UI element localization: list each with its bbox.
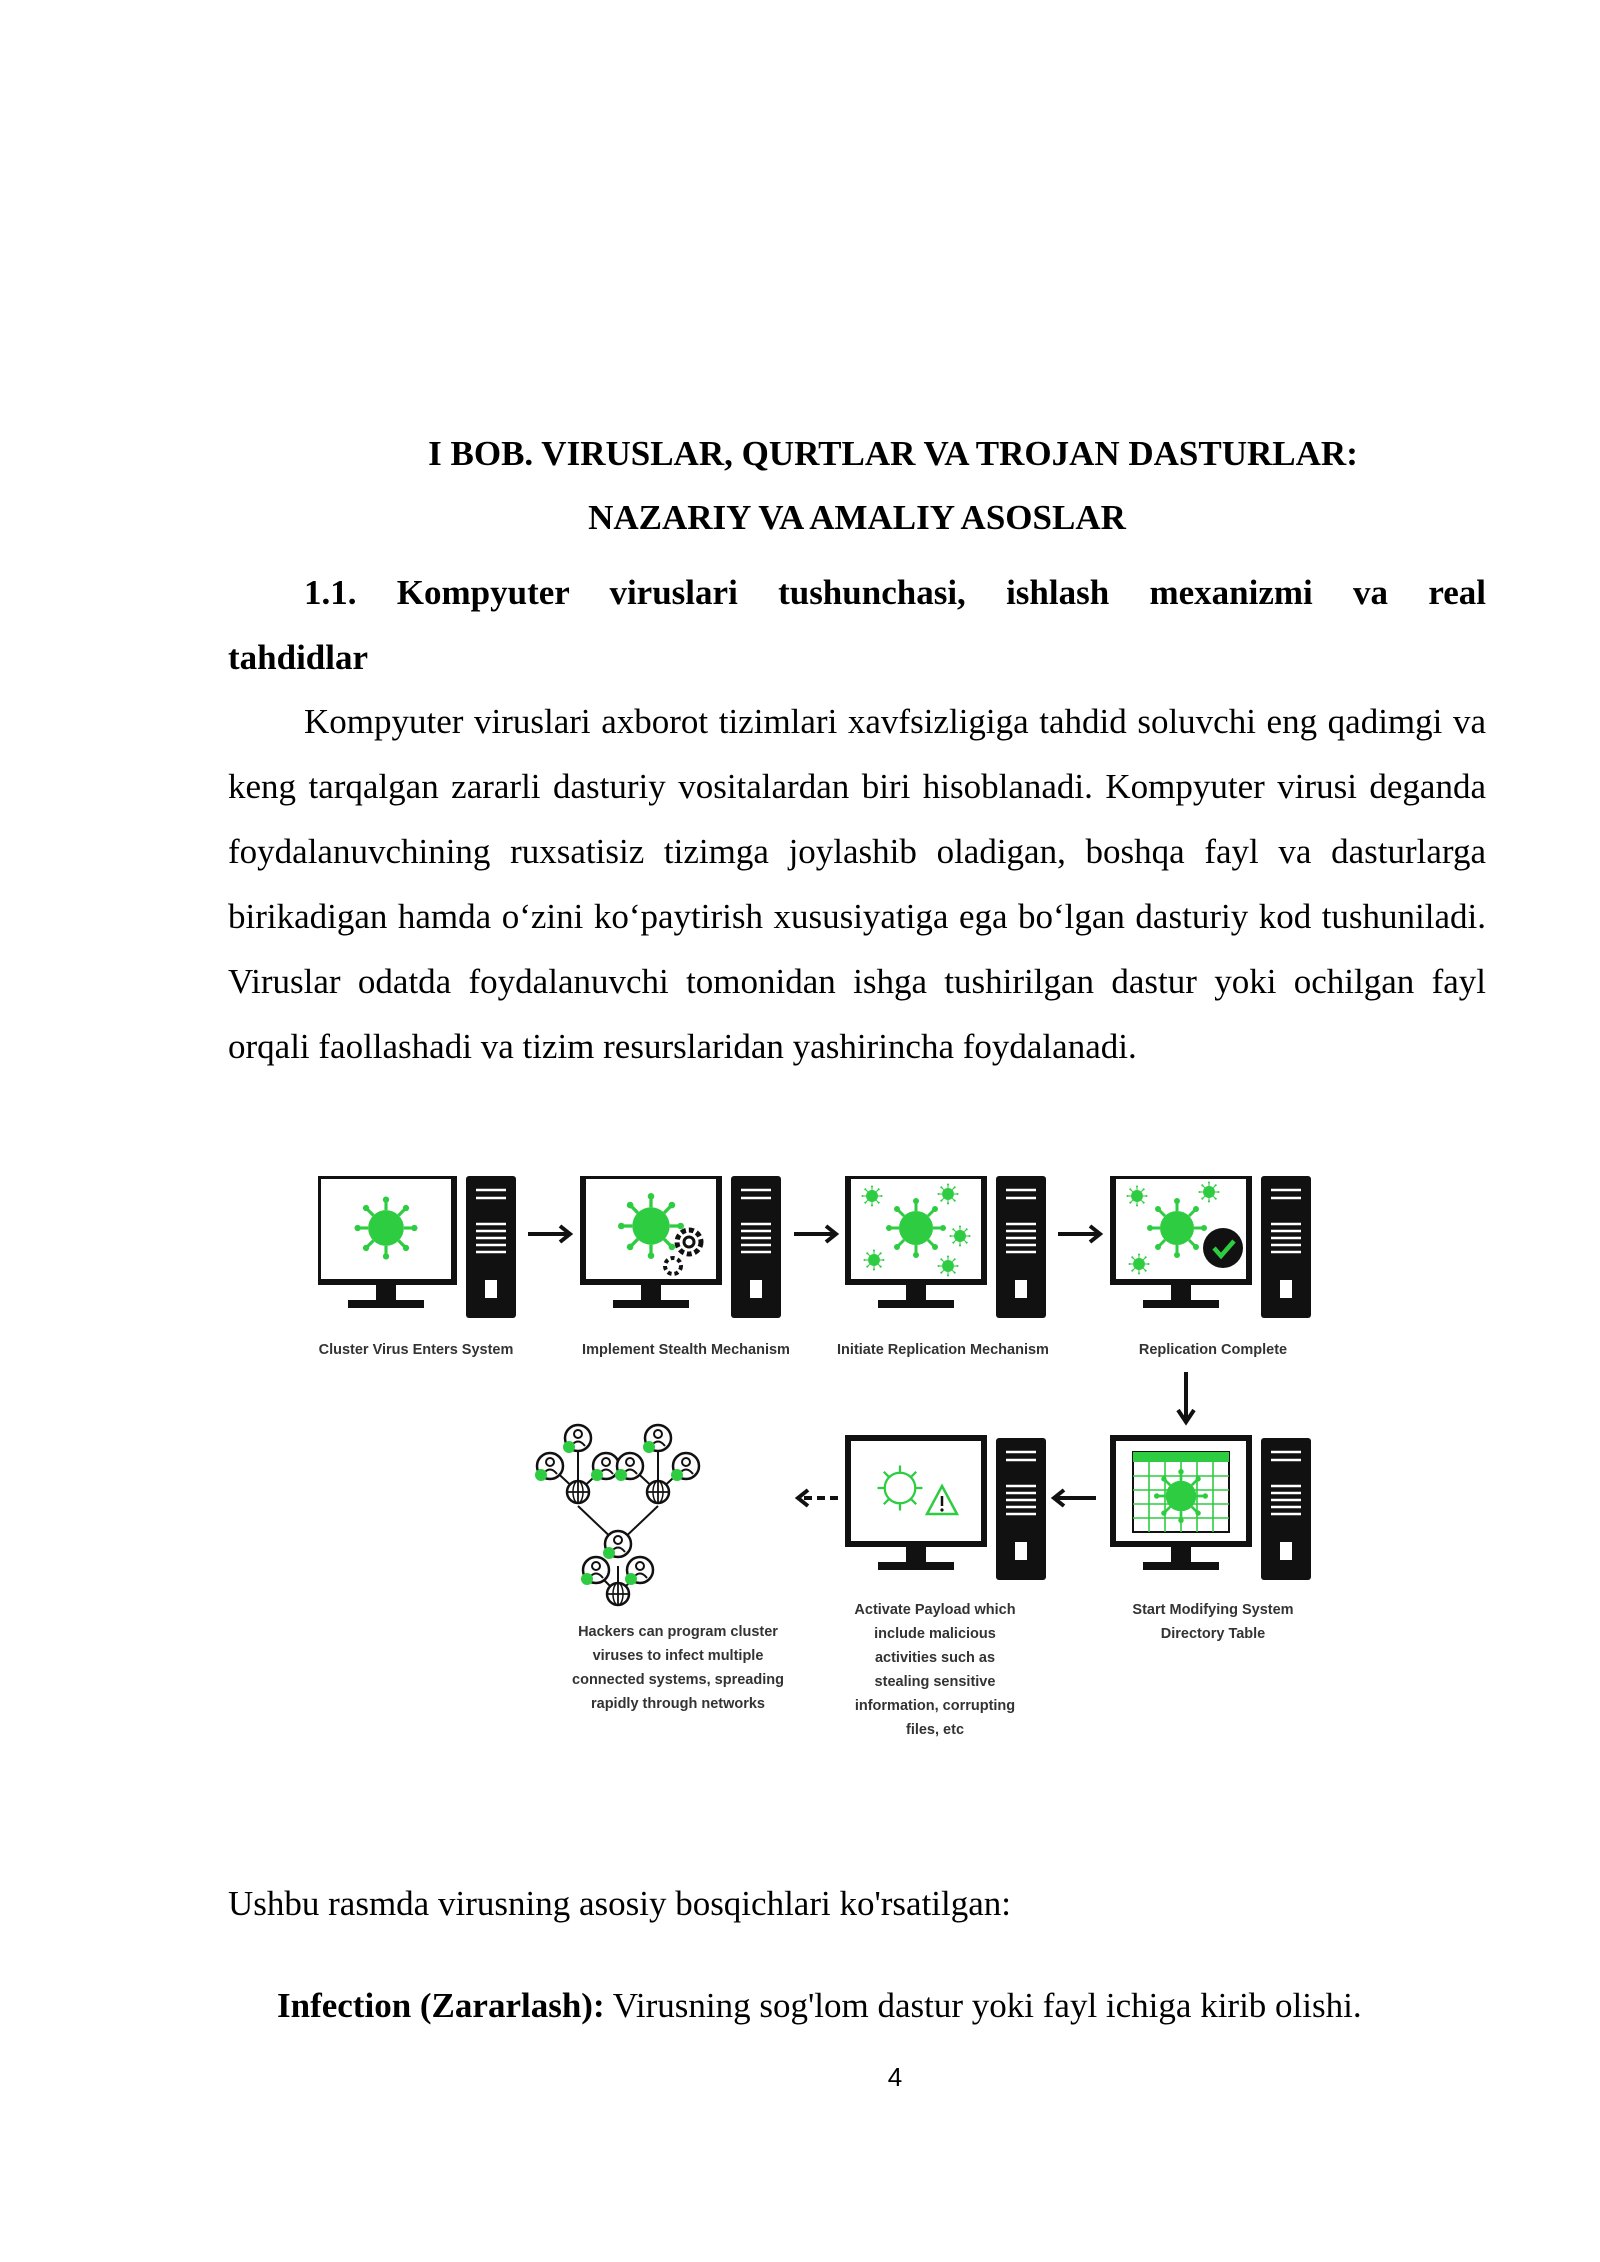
arrow-right-icon [794, 1226, 836, 1242]
stage-3-station [848, 1176, 1046, 1318]
stage-6-station [848, 1438, 1046, 1580]
section-title-line2: tahdidlar [228, 638, 369, 677]
list-item [277, 1986, 1362, 2026]
svg-text:activities such as: activities such as [874, 1650, 996, 1666]
svg-text:include malicious: include malicious [874, 1626, 996, 1642]
svg-text:Hackers can program cluster: Hackers can program cluster [578, 1624, 778, 1640]
user-icon [535, 1453, 563, 1481]
stage-4-label: Replication Complete [1138, 1342, 1288, 1358]
svg-text:connected systems, spreading: connected systems, spreading [572, 1672, 784, 1688]
stage-5-station [1113, 1438, 1311, 1580]
arrow-left-icon [1054, 1490, 1096, 1506]
svg-text:files, etc: files, etc [905, 1722, 965, 1738]
stage-2-label: Implement Stealth Mechanism [582, 1342, 790, 1358]
figure-caption: Ushbu rasmda virusning asosiy bosqichlari ko'rsatilgan: [228, 1884, 1012, 1923]
page-number: 4 [887, 2062, 903, 2092]
svg-text:viruses to infect multiple: viruses to infect multiple [592, 1648, 764, 1664]
svg-text:information, corrupting: information, corrupting [854, 1698, 1016, 1714]
globe-icon [607, 1583, 629, 1605]
network-tree [535, 1425, 699, 1605]
svg-text:Activate Payload which: Activate Payload which [854, 1602, 1016, 1618]
checkmark-icon [1203, 1228, 1243, 1268]
stage-2-station [583, 1176, 781, 1318]
stage-1-label: Cluster Virus Enters System [318, 1342, 514, 1358]
stage-1-station [318, 1176, 516, 1318]
arrow-right-icon [1058, 1226, 1100, 1242]
virus-icon [355, 1197, 418, 1260]
list-item-text: Virusning sog'lom dastur yoki fayl ichiga kirib olishi. [604, 1986, 1362, 2025]
stage-6-label [854, 1602, 1015, 1738]
chapter-title-line1: I BOB. VIRUSLAR, QURTLAR VA TROJAN DASTURLAR: [428, 434, 1358, 473]
section-title [228, 560, 1486, 690]
paragraph-text: Kompyuter viruslari axborot tizimlari xavfsizligiga tahdid soluvchi eng qadimgi va keng tarqalgan zararli dasturiy vositalardan biri hisoblanadi. Kompyuter virusi deganda foydalanuvchining ruxsatisiz tizimga joylashib oladigan, boshqa fayl va dasturlarga birikadigan hamda o‘zini ko‘paytirish xususiyatiga ega bo‘lgan dasturiy kod tushuniladi. Viruslar odatda foydalanuvchi tomonidan ishga tushirilgan dastur yoki ochilgan fayl orqali faollashadi va tizim resurslaridan yashirincha foydalanadi. [228, 702, 1486, 1066]
svg-text:Directory Table: Directory Table [1160, 1626, 1266, 1642]
list-item-term: Infection (Zararlash): [277, 1986, 605, 2025]
body-paragraph [228, 689, 1486, 1079]
arrow-down-icon [1178, 1372, 1194, 1422]
gear-icon [677, 1230, 701, 1254]
svg-text:stealing sensitive: stealing sensitive [874, 1674, 996, 1690]
chapter-title-line2: NAZARIY VA AMALIY ASOSLAR [588, 498, 1126, 537]
virus-stages-figure [318, 1176, 1328, 1768]
stage-7-label [572, 1624, 784, 1712]
stage-3-label: Initiate Replication Mechanism [837, 1342, 1049, 1358]
stage-5-label [1132, 1602, 1293, 1642]
svg-text:rapidly through networks: rapidly through networks [590, 1696, 766, 1712]
svg-text:Start Modifying System: Start Modifying System [1132, 1602, 1294, 1618]
section-title-line1: 1.1. Kompyuter viruslari tushunchasi, ishlash mexanizmi va real [304, 573, 1486, 612]
arrow-right-icon [528, 1226, 570, 1242]
stage-4-station [1113, 1176, 1311, 1318]
